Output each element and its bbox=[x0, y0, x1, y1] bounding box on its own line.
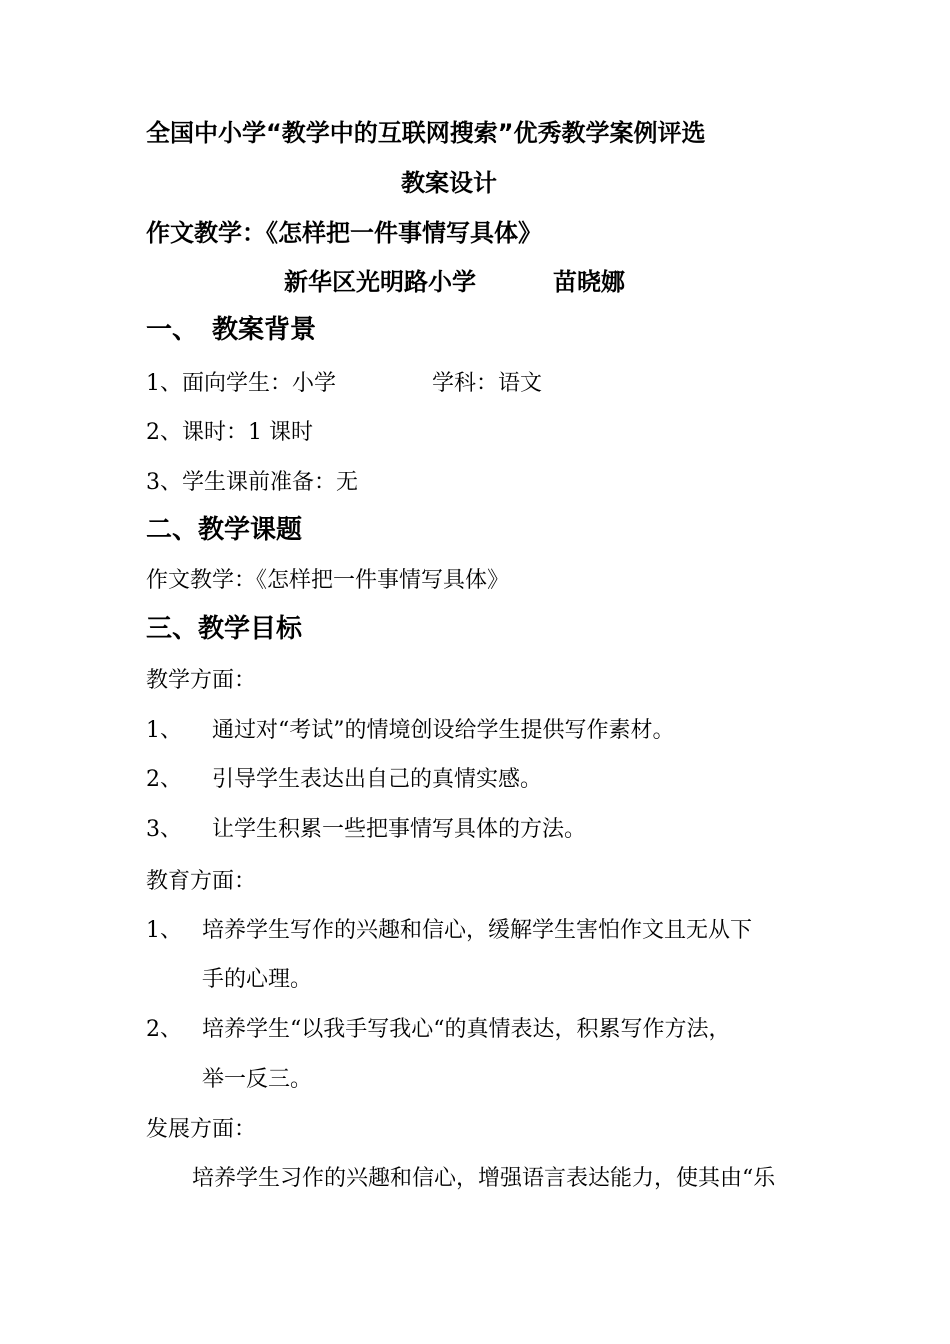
background-item-subject: 学科：语文 bbox=[432, 371, 543, 396]
school-name: 新华区光明路小学 bbox=[284, 268, 476, 296]
development-label: 发展方面： bbox=[146, 1117, 257, 1142]
document-subtitle: 教案设计 bbox=[401, 169, 497, 197]
education-item-number: 2、 bbox=[146, 1017, 182, 1042]
education-item-line: 手的心理。 bbox=[202, 967, 313, 992]
background-item-students: 1、面向学生：小学 bbox=[146, 371, 336, 396]
education-item-line: 培养学生写作的兴趣和信心，缓解学生害怕作文且无从下 bbox=[202, 918, 753, 943]
section1-heading: 教案背景 bbox=[212, 315, 317, 345]
development-text: 培养学生习作的兴趣和信心，增强语言表达能力，使其由“乐 bbox=[192, 1166, 776, 1191]
teaching-label: 教学方面： bbox=[146, 668, 257, 693]
education-item-line: 培养学生“以我手写我心“的真情表达，积累写作方法， bbox=[202, 1017, 731, 1042]
lesson-title: 作文教学：《怎样把一件事情写具体》 bbox=[146, 219, 542, 247]
author-name: 苗晓娜 bbox=[553, 268, 625, 296]
education-item-line: 举一反三。 bbox=[202, 1067, 313, 1092]
document-title: 全国中小学“教学中的互联网搜索”优秀教学案例评选 bbox=[146, 119, 706, 147]
teaching-item-text: 让学生积累一些把事情写具体的方法。 bbox=[212, 817, 587, 842]
teaching-item-text: 通过对“考试”的情境创设给学生提供写作素材。 bbox=[212, 718, 675, 743]
background-item-prep: 3、学生课前准备：无 bbox=[146, 470, 358, 495]
teaching-item-text: 引导学生表达出自己的真情实感。 bbox=[212, 767, 543, 792]
teaching-item-number: 1、 bbox=[146, 718, 182, 743]
section2-text: 作文教学：《怎样把一件事情写具体》 bbox=[146, 568, 510, 593]
section3-heading: 三、教学目标 bbox=[146, 614, 303, 644]
education-item-number: 1、 bbox=[146, 918, 182, 943]
background-item-hours: 2、课时：1 课时 bbox=[146, 420, 313, 445]
teaching-item-number: 3、 bbox=[146, 817, 182, 842]
section2-heading: 二、教学课题 bbox=[146, 515, 303, 545]
teaching-item-number: 2、 bbox=[146, 767, 182, 792]
education-label: 教育方面： bbox=[146, 869, 257, 894]
section1-number: 一、 bbox=[146, 315, 199, 345]
